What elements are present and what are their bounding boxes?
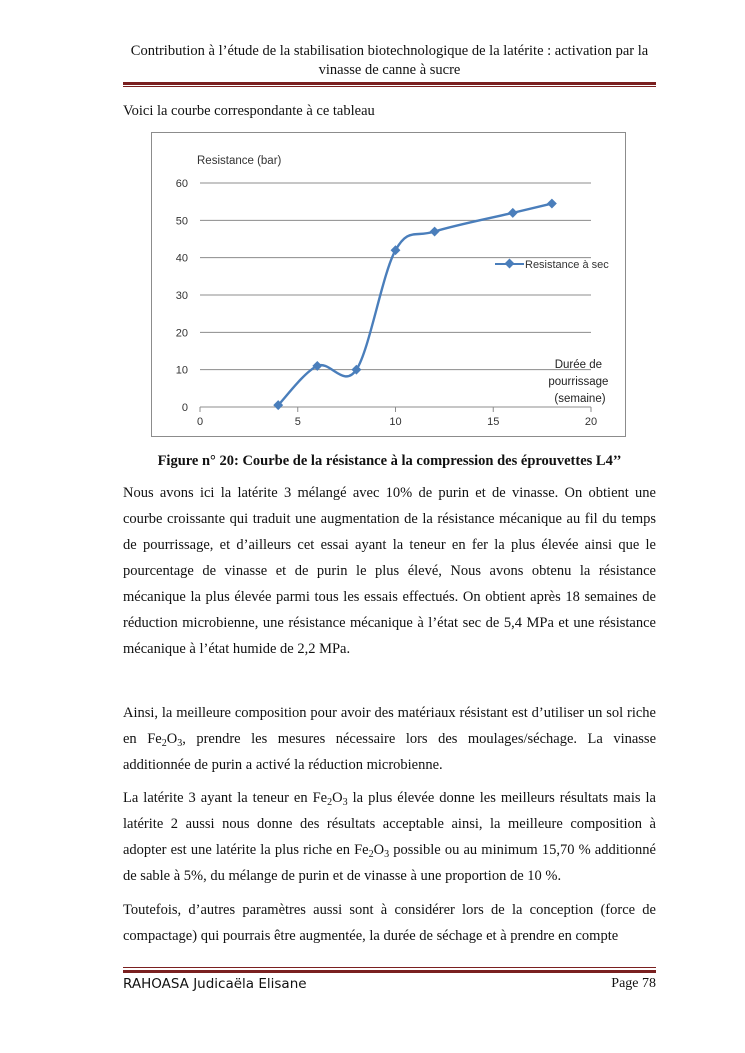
- paragraph-3: La latérite 3 ayant la teneur en $Fe_2O_3$ la plus élevée donne les meilleurs résultats mais la latérite 2 aussi nous donne des résultats acceptable ainsi, la meilleure composition à adopter est une latérite la plus riche en $Fe_2O_3$ possible ou au minimum 15,70 % additionné de sable à 5%, du mélange de purin et de vinasse à une proportion de 10 %.: [123, 790, 656, 884]
- header-rule-thin: [123, 86, 656, 87]
- y-tick-label: 40: [175, 252, 188, 265]
- data-point: [430, 227, 440, 237]
- x-tick-label: 20: [584, 416, 598, 428]
- data-point: [547, 199, 557, 209]
- y-tick-label: 30: [175, 290, 188, 302]
- x-tick-label: 15: [487, 416, 500, 428]
- series-line: [278, 204, 552, 406]
- chart-frame: [151, 132, 626, 437]
- resistance-chart: [152, 133, 627, 438]
- figure-caption: Figure n° 20: Courbe de la résistance à la compression des éprouvettes L4’’: [157, 453, 622, 469]
- footer-rule-thin: [123, 967, 656, 968]
- data-point: [508, 208, 518, 218]
- footer-author: RAHOASA Judicaëla Elisane: [123, 976, 307, 992]
- legend-marker: [505, 259, 515, 269]
- intro-text: Voici la courbe correspondante à ce tableau: [123, 103, 375, 119]
- x-axis-title: Durée de pourrissage (semaine): [548, 359, 609, 405]
- header-rule-thick: [123, 82, 656, 85]
- y-axis-title: Resistance (bar): [197, 155, 282, 167]
- x-tick-label: 5: [294, 416, 301, 428]
- x-tick-label: 10: [389, 416, 402, 428]
- y-tick-label: 10: [175, 364, 188, 377]
- y-tick-label: 50: [175, 215, 188, 228]
- paragraph-2: Ainsi, la meilleure composition pour avoir des matériaux résistant est d’utiliser un sol riche en $Fe_2O_3$, prendre les mesures nécessaire lors des moulages/séchage. La vinasse additionnée de purin a activé la réduction microbienne.: [123, 705, 657, 773]
- legend-label: Resistance à sec: [525, 259, 609, 271]
- legend: [495, 259, 609, 271]
- y-tick-label: 60: [175, 178, 188, 190]
- x-tick-label: 0: [196, 416, 204, 428]
- paragraph-4: Toutefois, d’autres paramètres aussi sont à considérer lors de la conception (force de compactage) qui pourrais être augmentée, la durée de séchage et à prendre en compte: [123, 902, 656, 944]
- page-number: Page 78: [611, 976, 656, 991]
- y-tick-label: 20: [175, 327, 188, 340]
- footer-rule-thick: [123, 970, 656, 973]
- running-header: Contribution à l’étude de la stabilisation biotechnologique de la latérite : activation par la vinasse de canne à sucre: [130, 43, 649, 78]
- paragraph-1: Nous avons ici la latérite 3 mélangé avec 10% de purin et de vinasse. On obtient une courbe croissante qui traduit une augmentation de la résistance mécanique au fil du temps de pourrissage, et d’ailleurs cet essai ayant la teneur en fer la plus élevée ainsi que le pourcentage de vinasse et de purin le plus élevé, Nous avons obtenu la résistance mécanique la plus élevée parmi tous les essais effectués. On obtient après 18 semaines de réduction microbienne, une résistance mécanique à l’état sec de 5,4 MPa et une résistance mécanique à l’état humide de 2,2 MPa.: [123, 485, 656, 657]
- y-tick-label: 0: [181, 402, 188, 414]
